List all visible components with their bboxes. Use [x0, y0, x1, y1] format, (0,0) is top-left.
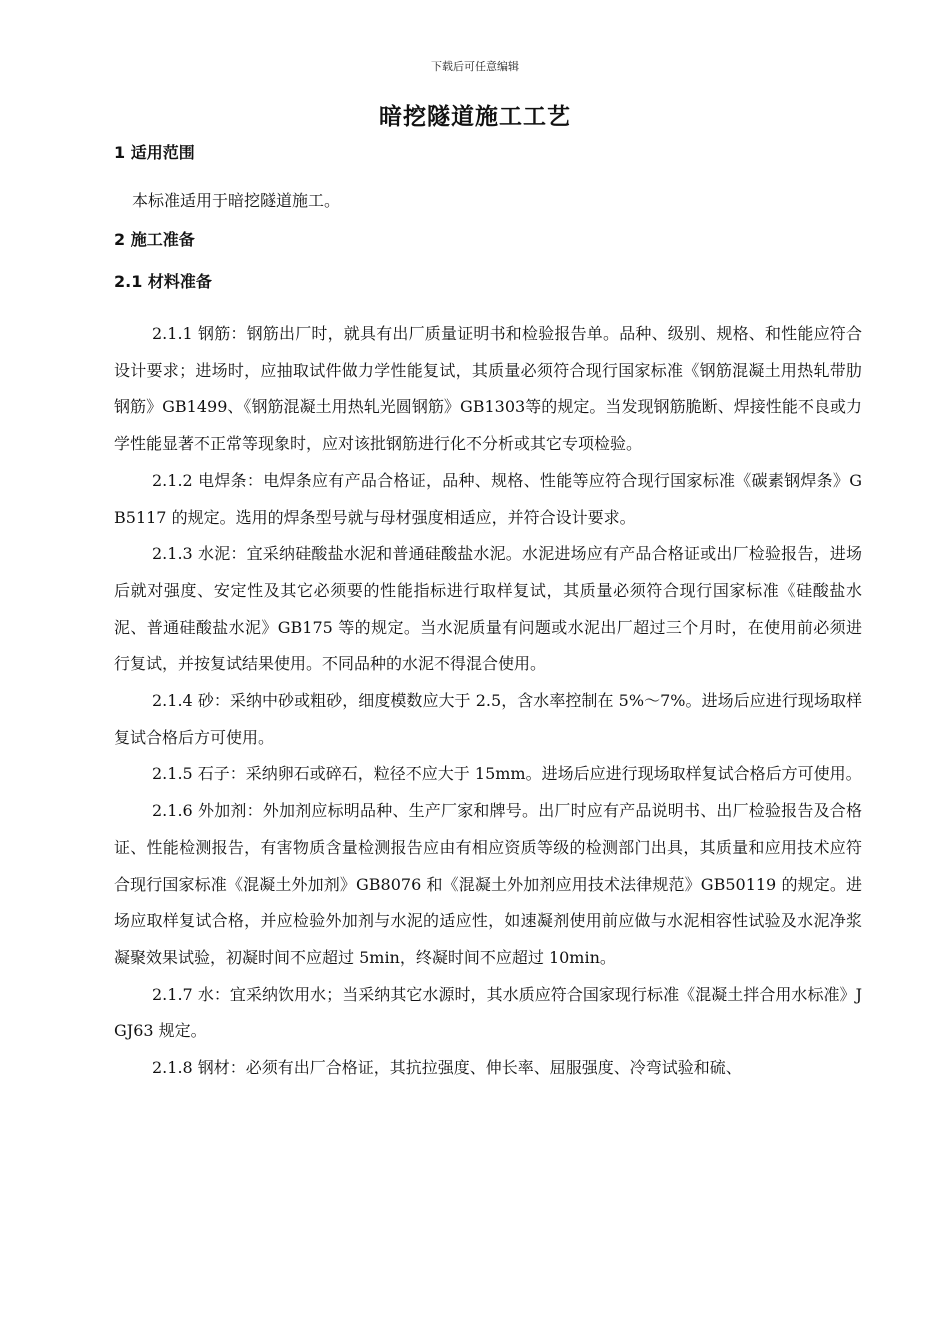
document-title: 暗挖隧道施工工艺	[379, 104, 571, 130]
paragraph-2-1-6: 2.1.6 外加剂：外加剂应标明品种、生产厂家和牌号。出厂时应有产品说明书、出厂检验报告及合格证、性能检测报告，有害物质含量检测报告应由有相应资质等级的检测部门出具，其质量和应用技术应符合现行国家标准《混凝土外加剂》GB8076 和《混凝土外加剂应用技术法律规范》GB50119 的规定。进场应取样复试合格，并应检验外加剂与水泥的适应性，如速凝剂使用前应做与水泥相容性试验及水泥净浆凝聚效果试验，初凝时间不应超过 5min，终凝时间不应超过 10min。	[114, 801, 862, 967]
section-heading-1: 1 适用范围	[114, 143, 195, 162]
paragraph-2-1-2: 2.1.2 电焊条：电焊条应有产品合格证，品种、规格、性能等应符合现行国家标准《碳素钢焊条》GB5117 的规定。选用的焊条型号就与母材强度相适应，并符合设计要求。	[114, 470, 862, 527]
paragraph-2-1-1: 2.1.1 钢筋：钢筋出厂时，就具有出厂质量证明书和检验报告单。品种、级别、规格、和性能应符合设计要求；进场时，应抽取试件做力学性能复试，其质量必须符合现行国家标准《钢筋混凝土用热轧带肋钢筋》GB1499、《钢筋混凝土用热轧光圆钢筋》GB1303等的规定。当发现钢筋脆断、焊接性能不良或力学性能显著不正常等现象时，应对该批钢筋进行化不分析或其它专项检验。	[114, 324, 862, 454]
paragraph-2-1-3: 2.1.3 水泥：宜采纳硅酸盐水泥和普通硅酸盐水泥。水泥进场应有产品合格证或出厂检验报告，进场后就对强度、安定性及其它必须要的性能指标进行取样复试，其质量必须符合现行国家标准《硅酸盐水泥、普通硅酸盐水泥》GB175 等的规定。当水泥质量有问题或水泥出厂超过三个月时，在使用前必须进行复试，并按复试结果使用。不同品种的水泥不得混合使用。	[114, 544, 862, 674]
paragraph-2-1-8: 2.1.8 钢材：必须有出厂合格证，其抗拉强度、伸长率、屈服强度、冷弯试验和硫、	[152, 1058, 742, 1078]
materials-body	[114, 316, 862, 1087]
paragraph-2-1-4: 2.1.4 砂：采纳中砂或粗砂，细度模数应大于 2.5，含水率控制在 5%～7%。进场后应进行现场取样复试合格后方可使用。	[114, 691, 862, 747]
section-heading-2: 2 施工准备	[114, 230, 195, 249]
section-heading-2-1: 2.1 材料准备	[114, 272, 212, 291]
paragraph-2-1-5: 2.1.5 石子：采纳卵石或碎石，粒径不应大于 15mm。进场后应进行现场取样复试合格后方可使用。	[152, 764, 862, 784]
header-note: 下载后可任意编辑	[431, 60, 519, 73]
section-1-text: 本标准适用于暗挖隧道施工。	[132, 191, 341, 210]
paragraph-2-1-7: 2.1.7 水：宜采纳饮用水；当采纳其它水源时，其水质应符合国家现行标准《混凝土拌合用水标准》JGJ63 规定。	[114, 984, 862, 1041]
